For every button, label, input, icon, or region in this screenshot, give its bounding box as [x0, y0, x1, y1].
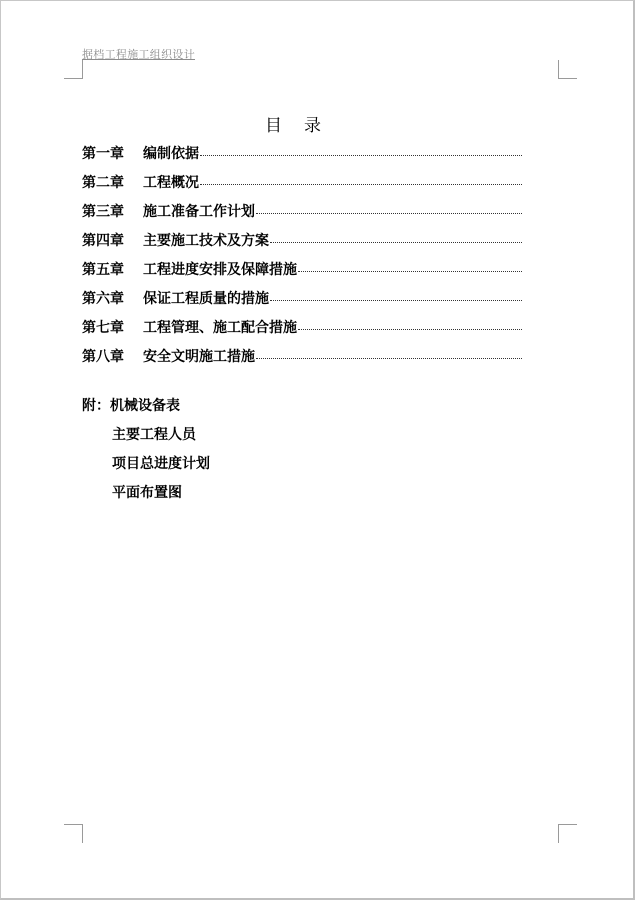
appendix-list — [82, 395, 210, 511]
crop-mark-top-left — [64, 60, 83, 79]
toc-chapter-number: 第四章 — [82, 233, 124, 249]
toc-dot-leader — [200, 183, 522, 185]
toc-chapter-title: 工程管理、施工配合措施 — [143, 320, 297, 336]
toc-chapter-number: 第六章 — [82, 291, 124, 307]
toc-chapter-title: 安全文明施工措施 — [143, 349, 255, 365]
toc-entry[interactable] — [82, 259, 522, 288]
crop-mark-bottom-left — [64, 824, 83, 843]
toc-dot-leader — [200, 154, 522, 156]
toc-dot-leader — [270, 299, 522, 301]
toc-chapter-title: 施工准备工作计划 — [143, 204, 255, 220]
toc-chapter-number: 第八章 — [82, 349, 124, 365]
toc-chapter-title: 工程概况 — [143, 175, 199, 191]
toc-entry[interactable] — [82, 288, 522, 317]
toc-dot-leader — [270, 241, 522, 243]
running-header: 据档工程施工组织设计 — [82, 48, 195, 61]
appendix-item-text: 主要工程人员 — [112, 427, 196, 443]
toc-chapter-title: 保证工程质量的措施 — [143, 291, 269, 307]
toc-entry[interactable] — [82, 201, 522, 230]
appendix-item-text: 平面布置图 — [112, 485, 182, 501]
toc-entry[interactable] — [82, 143, 522, 172]
toc-chapter-number: 第二章 — [82, 175, 124, 191]
toc-chapter-title: 主要施工技术及方案 — [143, 233, 269, 249]
toc-dot-leader — [298, 270, 522, 272]
toc-title-char: 录 — [304, 116, 343, 136]
toc-dot-leader — [256, 357, 522, 359]
toc-entry[interactable] — [82, 230, 522, 259]
toc-chapter-number: 第七章 — [82, 320, 124, 336]
toc-entry[interactable] — [82, 346, 522, 375]
toc-list — [82, 143, 522, 375]
toc-chapter-title: 工程进度安排及保障措施 — [143, 262, 297, 278]
appendix-item — [82, 453, 210, 482]
appendix-item-text: 机械设备表 — [110, 398, 180, 414]
toc-entry[interactable] — [82, 172, 522, 201]
appendix-item — [82, 395, 210, 424]
toc-chapter-number: 第三章 — [82, 204, 124, 220]
toc-title — [1, 111, 607, 136]
toc-title-char: 目 — [265, 116, 304, 136]
toc-dot-leader — [256, 212, 522, 214]
toc-dot-leader — [298, 328, 522, 330]
appendix-item — [82, 424, 210, 453]
toc-chapter-number: 第五章 — [82, 262, 124, 278]
crop-mark-top-right — [558, 60, 577, 79]
appendix-label: 附： — [82, 398, 110, 414]
crop-mark-bottom-right — [558, 824, 577, 843]
appendix-item-text: 项目总进度计划 — [112, 456, 210, 472]
toc-chapter-title: 编制依据 — [143, 146, 199, 162]
appendix-item — [82, 482, 210, 511]
toc-entry[interactable] — [82, 317, 522, 346]
toc-chapter-number: 第一章 — [82, 146, 124, 162]
